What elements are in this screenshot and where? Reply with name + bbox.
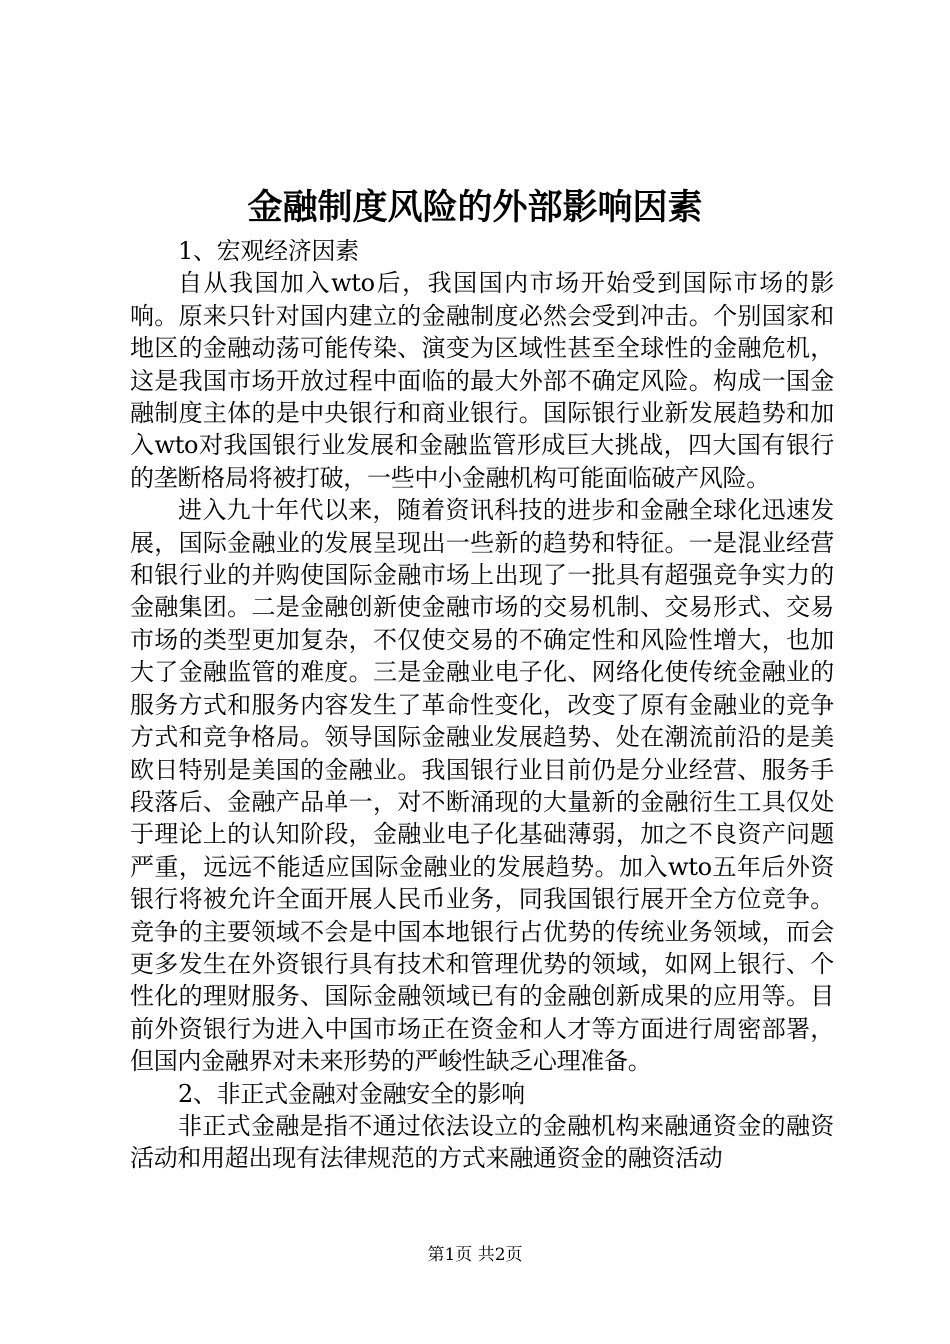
paragraph: 进入九十年代以来，随着资讯科技的进步和金融全球化迅速发展，国际金融业的发展呈现出一些新的趋势和特征。一是混业经营和银行业的并购使国际金融市场上出现了一批具有超强竞争实力的金融集团。二是金融创新使金融市场的交易机制、交易形式、交易市场的类型更加复杂，不仅使交易的不确定性和风险性增大，也加大了金融监管的难度。三是金融业电子化、网络化使传统金融业的服务方式和服务内容发生了革命性变化，改变了原有金融业的竞争方式和竞争格局。领导国际金融业发展趋势、处在潮流前沿的是美欧日特别是美国的金融业。我国银行业目前仍是分业经营、服务手段落后、金融产品单一，对不断涌现的大量新的金融衍生工具仅处于理论上的认知阶段，金融业电子化基础薄弱，加之不良资产问题严重，远远不能适应国际金融业的发展趋势。加入wto五年后外资银行将被允许全面开展人民币业务，同我国银行展开全方位竞争。竞争的主要领域不会是中国本地银行占优势的传统业务领域，而会更多发生在外资银行具有技术和管理优势的领域，如网上银行、个性化的理财服务、国际金融领域已有的金融创新成果的应用等。目前外资银行为进入中国市场正在资金和人才等方面进行周密部署，但国内金融界对未来形势的严峻性缺乏心理准备。 bbox=[130, 496, 834, 1076]
page-title: 金融制度风险的外部影响因素 bbox=[247, 187, 703, 228]
section-heading: 1、宏观经济因素 bbox=[178, 237, 359, 265]
document-body bbox=[130, 235, 834, 1175]
section-heading: 2、非正式金融对金融安全的影响 bbox=[178, 1079, 525, 1108]
paragraph: 非正式金融是指不通过依法设立的金融机构来融通资金的融资活动和用超出现有法律规范的方式来融通资金的融资活动 bbox=[130, 1111, 834, 1173]
paragraph: 自从我国加入wto后，我国国内市场开始受到国际市场的影响。原来只针对国内建立的金融制度必然会受到冲击。个别国家和地区的金融动荡可能传染、演变为区域性甚至全球性的金融危机，这是我国市场开放过程中面临的最大外部不确定风险。构成一国金融制度主体的是中央银行和商业银行。国际银行业新发展趋势和加入wto对我国银行业发展和金融监管形成巨大挑战，四大国有银行的垄断格局将被打破，一些中小金融机构可能面临破产风险。 bbox=[130, 269, 834, 492]
page-footer: 第1页 共2页 bbox=[427, 1245, 523, 1265]
